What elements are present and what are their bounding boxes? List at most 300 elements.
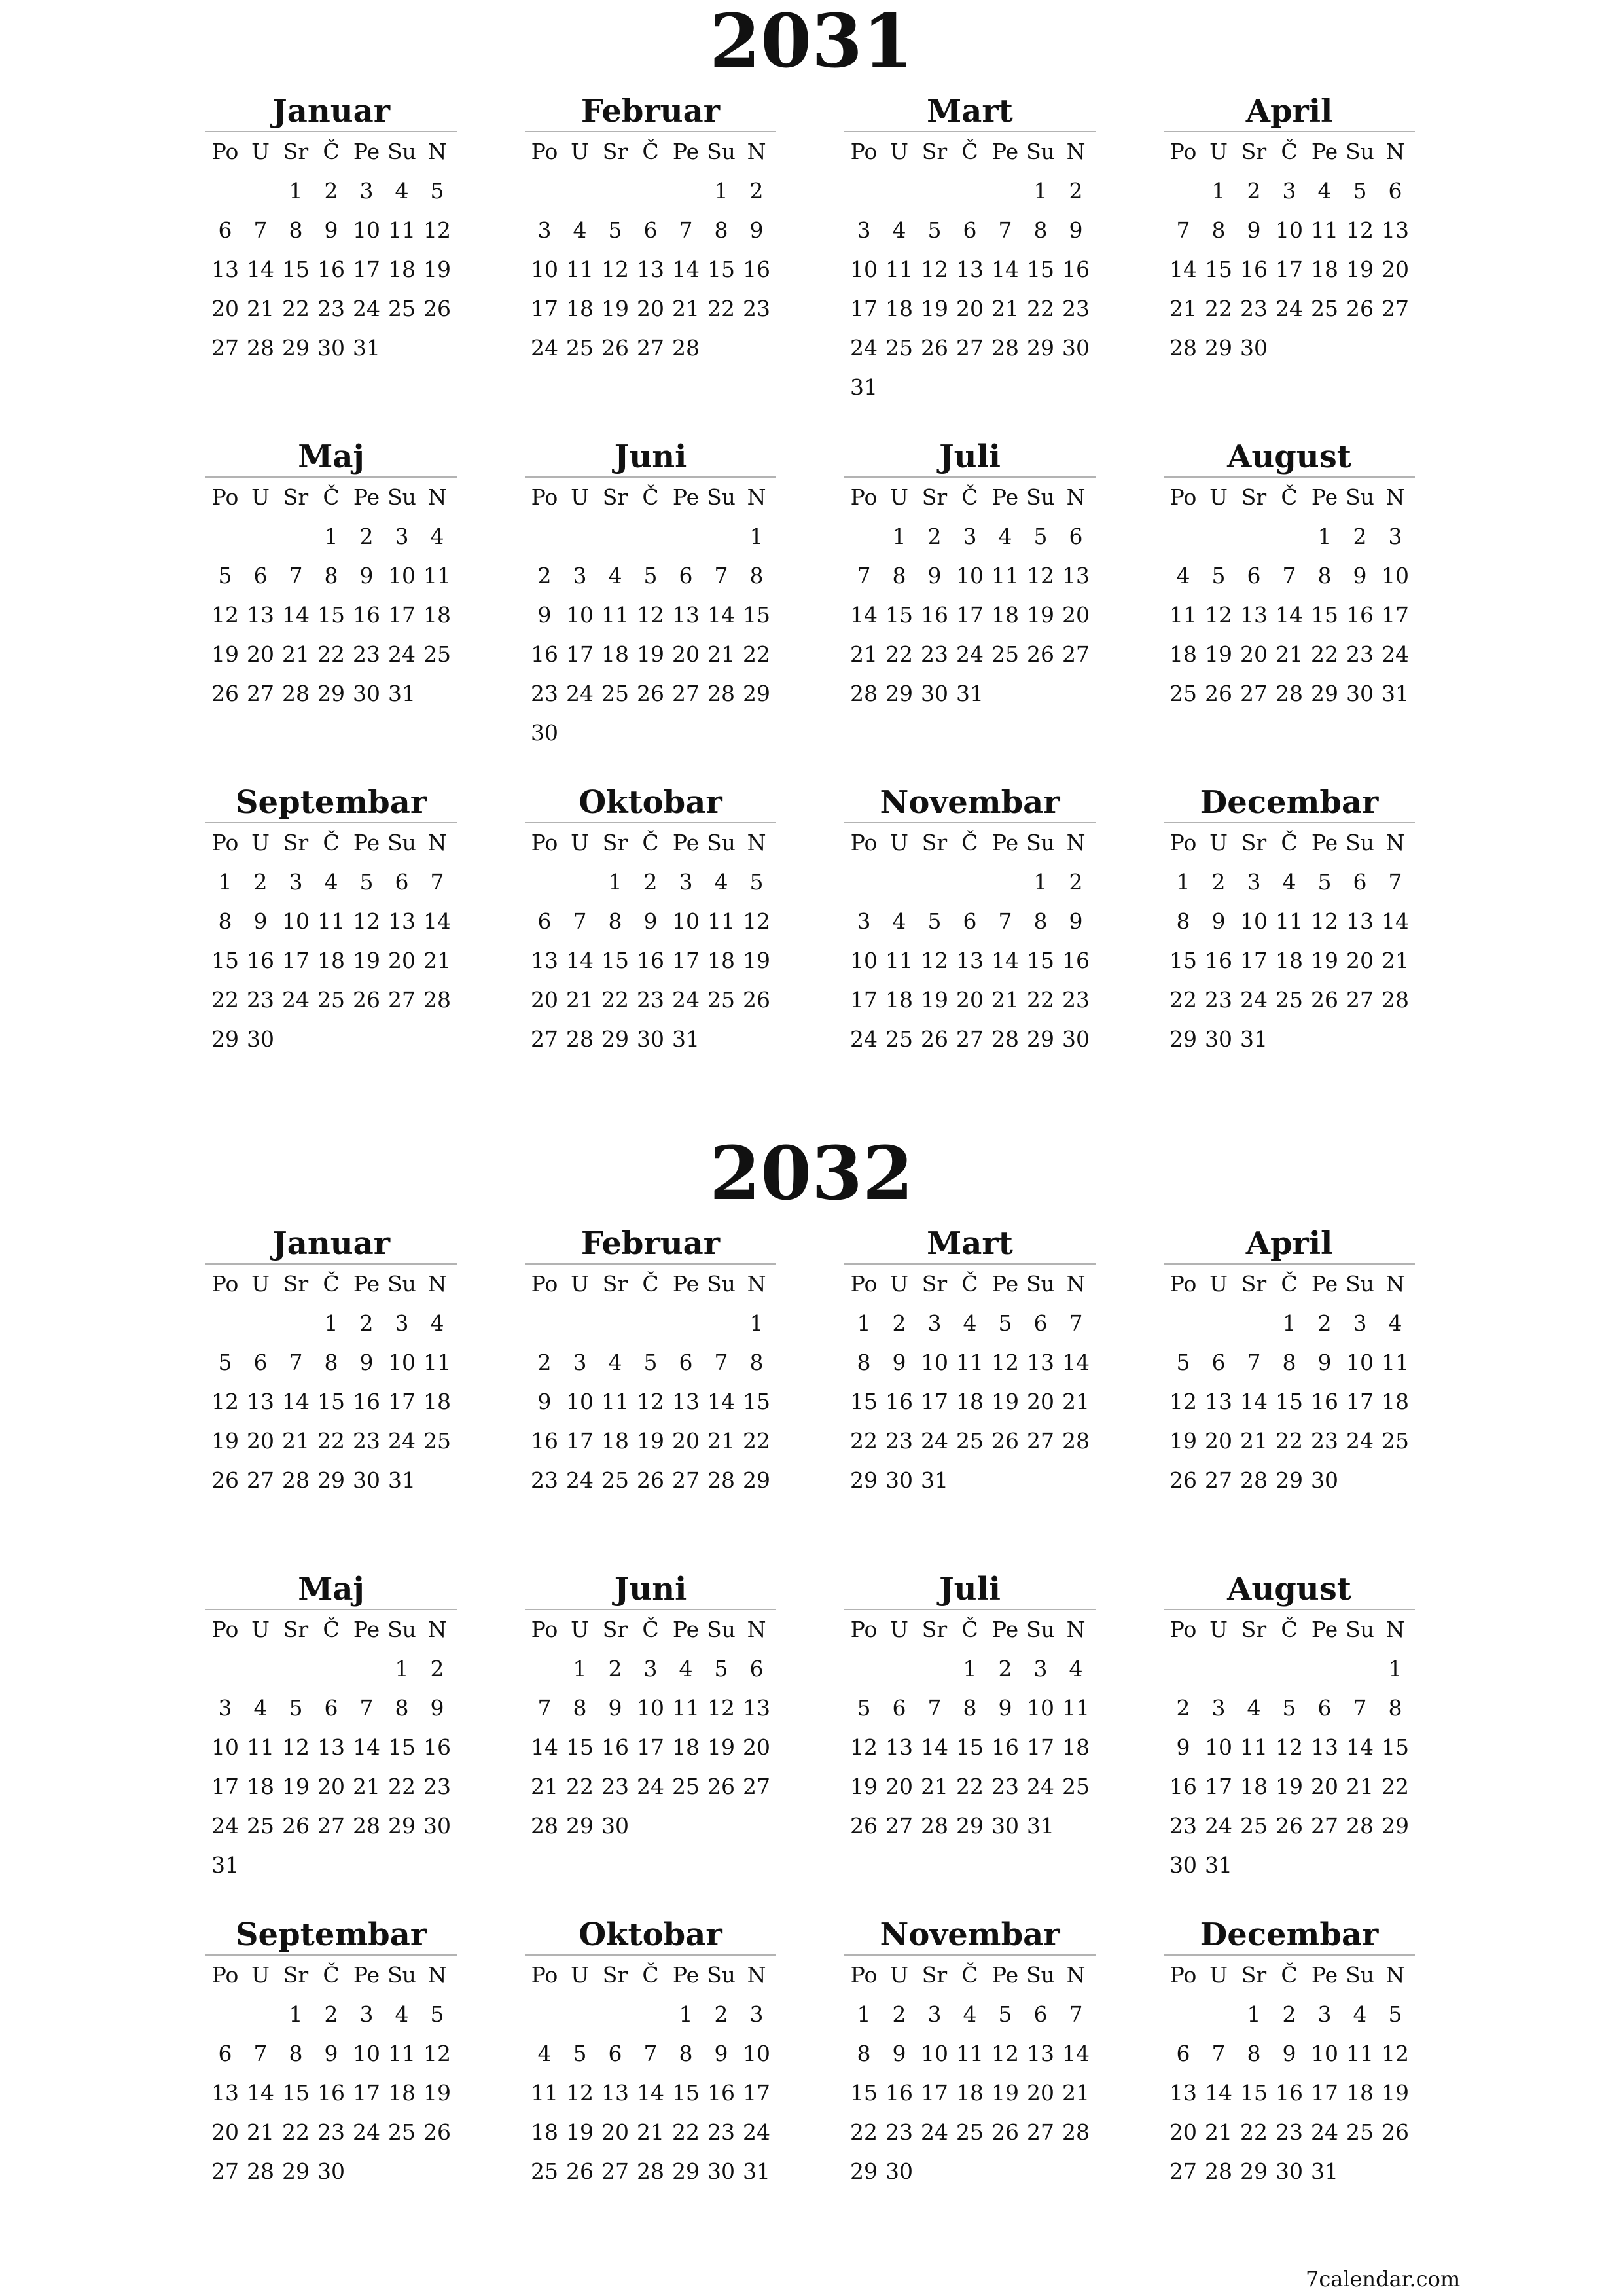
day-number: 9: [359, 1350, 374, 1375]
weekday-header: N: [1385, 139, 1405, 164]
day-number: 27: [531, 1026, 558, 1052]
day-number: 12: [850, 1734, 878, 1760]
day-number: 21: [1169, 296, 1197, 321]
day-number: 12: [423, 217, 451, 243]
day-number: 7: [857, 563, 871, 588]
day-number: 19: [1382, 2080, 1409, 2106]
empty-cell: [1166, 1995, 1201, 2034]
day-number: 16: [1346, 602, 1374, 628]
weekday-header: Č: [961, 484, 978, 510]
weekday-header: Pe: [1311, 1962, 1338, 1988]
day-number: 6: [253, 1350, 268, 1375]
month-block: [205, 92, 457, 368]
weekday-header: Pe: [672, 1617, 700, 1642]
weekday-header: Pe: [672, 830, 700, 855]
day-number: 19: [1275, 1774, 1303, 1799]
day-number: 12: [707, 1695, 735, 1721]
month-block: [525, 92, 776, 368]
day-number: 23: [353, 1428, 380, 1454]
weekday-header: Po: [531, 830, 558, 855]
empty-cell: [1166, 1649, 1201, 1689]
day-number: 3: [1282, 178, 1296, 204]
weekday-header: N: [747, 139, 766, 164]
day-number: 12: [1205, 602, 1232, 628]
weekday-header: Č: [323, 1617, 340, 1642]
day-number: 29: [1240, 2159, 1268, 2184]
day-number: 17: [388, 602, 416, 628]
weekday-header: Č: [1281, 1271, 1298, 1297]
month-name: Maj: [205, 437, 457, 478]
day-number: 8: [1211, 217, 1226, 243]
day-number: 19: [211, 1428, 239, 1454]
day-number: 3: [857, 908, 871, 934]
empty-cell: [313, 1649, 349, 1689]
weekday-header: Po: [531, 1617, 558, 1642]
day-number: 17: [921, 2080, 948, 2106]
day-number: 12: [637, 602, 664, 628]
weekday-header: Sr: [283, 139, 309, 164]
weekday-header: Sr: [602, 830, 628, 855]
day-number: 17: [672, 948, 700, 973]
empty-cell: [846, 517, 882, 556]
day-number: 1: [395, 1656, 409, 1681]
month-name: Mart: [844, 92, 1096, 132]
day-number: 3: [218, 1695, 232, 1721]
day-grid: [527, 1956, 776, 2191]
day-number: 20: [601, 2119, 629, 2145]
day-number: 10: [743, 2041, 770, 2066]
day-number: 10: [921, 2041, 948, 2066]
day-number: 26: [991, 2119, 1019, 2145]
weekday-header: Sr: [1241, 1617, 1267, 1642]
day-number: 5: [714, 1656, 728, 1681]
day-number: 26: [991, 1428, 1019, 1454]
weekday-header: Po: [211, 1962, 239, 1988]
day-number: 24: [211, 1813, 239, 1839]
day-number: 15: [1311, 602, 1338, 628]
day-number: 14: [707, 1389, 735, 1414]
day-number: 2: [714, 2001, 728, 2027]
weekday-header: U: [1209, 139, 1228, 164]
day-number: 23: [1205, 987, 1232, 1013]
weekday-header: Po: [531, 484, 558, 510]
weekday-header: Po: [211, 139, 239, 164]
day-number: 4: [892, 908, 906, 934]
day-number: 9: [998, 1695, 1012, 1721]
day-number: 13: [1205, 1389, 1232, 1414]
day-number: 6: [218, 217, 232, 243]
day-number: 5: [1176, 1350, 1190, 1375]
day-number: 23: [601, 1774, 629, 1799]
weekday-header: U: [890, 830, 908, 855]
day-number: 29: [601, 1026, 629, 1052]
day-number: 22: [1382, 1774, 1409, 1799]
weekday-header: N: [747, 1617, 766, 1642]
day-number: 18: [885, 987, 913, 1013]
day-number: 3: [927, 1310, 942, 1336]
day-number: 7: [714, 563, 728, 588]
day-number: 29: [1027, 1026, 1054, 1052]
empty-cell: [527, 517, 562, 556]
day-number: 19: [991, 2080, 1019, 2106]
day-number: 16: [743, 257, 770, 282]
empty-cell: [668, 171, 704, 211]
day-number: 18: [388, 257, 416, 282]
day-number: 1: [289, 178, 303, 204]
day-number: 27: [211, 2159, 239, 2184]
day-number: 30: [885, 2159, 913, 2184]
month-name: Juni: [525, 1570, 776, 1610]
day-number: 1: [324, 524, 338, 549]
day-number: 20: [247, 641, 274, 667]
empty-cell: [562, 863, 597, 902]
weekday-header: Sr: [602, 484, 628, 510]
empty-cell: [278, 1649, 313, 1689]
day-number: 27: [388, 987, 416, 1013]
day-number: 3: [927, 2001, 942, 2027]
weekday-header: N: [427, 1271, 447, 1297]
day-number: 20: [1346, 948, 1374, 973]
day-number: 5: [857, 1695, 871, 1721]
weekday-header: N: [427, 1962, 447, 1988]
day-grid: [527, 1265, 776, 1500]
weekday-header: Su: [707, 1617, 736, 1642]
day-number: 10: [566, 602, 594, 628]
day-number: 4: [1388, 1310, 1402, 1336]
day-number: 27: [956, 335, 984, 361]
weekday-header: Su: [1026, 1271, 1055, 1297]
weekday-header: N: [747, 1271, 766, 1297]
day-number: 18: [601, 1428, 629, 1454]
day-number: 23: [1062, 987, 1090, 1013]
day-number: 29: [388, 1813, 416, 1839]
empty-cell: [846, 863, 882, 902]
month-name: Oktobar: [525, 783, 776, 823]
day-number: 5: [643, 1350, 658, 1375]
day-number: 20: [1311, 1774, 1338, 1799]
weekday-header: Č: [323, 139, 340, 164]
weekday-header: Pe: [991, 1617, 1019, 1642]
day-number: 16: [885, 1389, 913, 1414]
day-number: 1: [1317, 524, 1332, 549]
day-number: 9: [1211, 908, 1226, 934]
month-block: [525, 1570, 776, 1846]
day-number: 31: [1240, 1026, 1268, 1052]
empty-cell: [597, 517, 633, 556]
day-number: 28: [1382, 987, 1409, 1013]
day-number: 15: [282, 257, 310, 282]
day-number: 18: [423, 1389, 451, 1414]
day-number: 8: [573, 1695, 587, 1721]
day-number: 9: [892, 1350, 906, 1375]
day-number: 26: [1169, 1467, 1197, 1493]
day-number: 26: [1311, 987, 1338, 1013]
day-number: 19: [423, 257, 451, 282]
month-block: [844, 92, 1096, 407]
day-number: 9: [927, 563, 942, 588]
day-number: 30: [1062, 1026, 1090, 1052]
day-grid: [207, 1265, 457, 1500]
day-number: 3: [573, 1350, 587, 1375]
day-number: 1: [749, 1310, 764, 1336]
month-block: [525, 1224, 776, 1500]
day-number: 28: [1062, 2119, 1090, 2145]
month-block: [844, 1915, 1096, 2191]
day-number: 6: [1388, 178, 1402, 204]
day-number: 13: [601, 2080, 629, 2106]
day-number: 30: [317, 335, 345, 361]
day-number: 26: [707, 1774, 735, 1799]
day-number: 28: [1275, 681, 1303, 706]
empty-cell: [633, 1304, 668, 1343]
day-number: 13: [247, 602, 274, 628]
weekday-header: Č: [1281, 830, 1298, 855]
day-number: 21: [1205, 2119, 1232, 2145]
day-number: 29: [317, 681, 345, 706]
day-number: 6: [963, 217, 977, 243]
day-number: 24: [566, 681, 594, 706]
day-number: 1: [1033, 178, 1048, 204]
weekday-header: N: [747, 1962, 766, 1988]
day-number: 8: [1033, 908, 1048, 934]
month-block: [525, 1915, 776, 2191]
day-grid: [846, 478, 1096, 713]
day-number: 3: [857, 217, 871, 243]
day-number: 19: [1346, 257, 1374, 282]
weekday-header: Su: [1346, 830, 1374, 855]
day-number: 6: [1317, 1695, 1332, 1721]
day-number: 28: [991, 335, 1019, 361]
day-number: 25: [1275, 987, 1303, 1013]
day-number: 28: [991, 1026, 1019, 1052]
weekday-header: Sr: [1241, 830, 1267, 855]
day-number: 7: [289, 563, 303, 588]
day-number: 11: [531, 2080, 558, 2106]
weekday-header: U: [1209, 1271, 1228, 1297]
month-name: Maj: [205, 1570, 457, 1610]
day-number: 17: [1346, 1389, 1374, 1414]
day-number: 9: [1282, 2041, 1296, 2066]
empty-cell: [527, 171, 562, 211]
day-number: 23: [317, 2119, 345, 2145]
weekday-header: Č: [1281, 1962, 1298, 1988]
day-number: 4: [963, 1310, 977, 1336]
day-number: 22: [282, 296, 310, 321]
day-number: 7: [253, 2041, 268, 2066]
day-number: 18: [672, 1734, 700, 1760]
weekday-header: Sr: [1241, 139, 1267, 164]
month-block: [205, 1570, 457, 1885]
day-number: 24: [1311, 2119, 1338, 2145]
day-number: 2: [359, 1310, 374, 1336]
day-number: 11: [1346, 2041, 1374, 2066]
day-number: 23: [1275, 2119, 1303, 2145]
empty-cell: [1166, 517, 1201, 556]
weekday-header: Sr: [283, 1271, 309, 1297]
day-number: 13: [1382, 217, 1409, 243]
day-number: 29: [1169, 1026, 1197, 1052]
day-number: 22: [601, 987, 629, 1013]
day-number: 29: [743, 681, 770, 706]
day-number: 13: [388, 908, 416, 934]
empty-cell: [527, 1304, 562, 1343]
day-number: 15: [282, 2080, 310, 2106]
empty-cell: [1166, 171, 1201, 211]
day-number: 25: [423, 1428, 451, 1454]
day-number: 10: [353, 2041, 380, 2066]
weekday-header: Po: [850, 1271, 878, 1297]
day-number: 8: [289, 217, 303, 243]
day-number: 19: [353, 948, 380, 973]
empty-cell: [278, 517, 313, 556]
weekday-header: Sr: [921, 1962, 948, 1988]
weekday-header: Č: [961, 1271, 978, 1297]
month-block: [205, 1915, 457, 2191]
month-name: Septembar: [205, 1915, 457, 1956]
day-number: 27: [1169, 2159, 1197, 2184]
day-number: 6: [643, 217, 658, 243]
day-number: 15: [388, 1734, 416, 1760]
day-number: 8: [749, 563, 764, 588]
day-number: 14: [991, 257, 1019, 282]
day-number: 19: [1205, 641, 1232, 667]
day-number: 31: [956, 681, 984, 706]
day-number: 15: [1382, 1734, 1409, 1760]
day-number: 27: [672, 1467, 700, 1493]
day-number: 14: [1062, 2041, 1090, 2066]
day-number: 3: [1247, 869, 1261, 895]
day-number: 17: [637, 1734, 664, 1760]
day-number: 25: [601, 681, 629, 706]
day-number: 10: [921, 1350, 948, 1375]
day-number: 14: [282, 602, 310, 628]
day-number: 31: [1311, 2159, 1338, 2184]
day-number: 5: [608, 217, 622, 243]
day-number: 24: [1346, 1428, 1374, 1454]
weekday-header: Č: [642, 1962, 659, 1988]
day-number: 4: [1247, 1695, 1261, 1721]
empty-cell: [1236, 1649, 1272, 1689]
weekday-header: N: [1066, 1617, 1086, 1642]
day-number: 15: [850, 2080, 878, 2106]
day-grid: [846, 1956, 1096, 2191]
weekday-header: Č: [642, 484, 659, 510]
day-number: 15: [317, 1389, 345, 1414]
day-number: 29: [1382, 1813, 1409, 1839]
day-number: 6: [1247, 563, 1261, 588]
weekday-header: Po: [1169, 1271, 1197, 1297]
day-number: 13: [1062, 563, 1090, 588]
weekday-header: N: [1385, 484, 1405, 510]
day-number: 24: [850, 335, 878, 361]
day-number: 5: [927, 217, 942, 243]
weekday-header: Po: [850, 1962, 878, 1988]
weekday-header: U: [251, 1271, 270, 1297]
weekday-header: N: [1066, 1962, 1086, 1988]
day-number: 28: [566, 1026, 594, 1052]
weekday-header: Sr: [1241, 484, 1267, 510]
day-number: 15: [1027, 948, 1054, 973]
weekday-header: U: [251, 1617, 270, 1642]
day-number: 24: [956, 641, 984, 667]
day-number: 12: [282, 1734, 310, 1760]
weekday-header: Sr: [1241, 1271, 1267, 1297]
day-number: 13: [211, 257, 239, 282]
weekday-header: Po: [1169, 1617, 1197, 1642]
day-number: 16: [1062, 948, 1090, 973]
day-number: 30: [423, 1813, 451, 1839]
month-block: [1164, 1570, 1415, 1885]
day-number: 11: [991, 563, 1019, 588]
weekday-header: Su: [387, 484, 416, 510]
day-number: 21: [1062, 2080, 1090, 2106]
day-number: 7: [537, 1695, 552, 1721]
day-number: 5: [430, 178, 444, 204]
day-number: 25: [885, 1026, 913, 1052]
day-number: 14: [637, 2080, 664, 2106]
day-number: 29: [282, 2159, 310, 2184]
weekday-header: Pe: [353, 484, 380, 510]
month-block: [1164, 437, 1415, 713]
day-number: 16: [885, 2080, 913, 2106]
day-number: 14: [531, 1734, 558, 1760]
day-number: 8: [892, 563, 906, 588]
day-number: 23: [1062, 296, 1090, 321]
day-number: 22: [1169, 987, 1197, 1013]
empty-cell: [562, 1995, 597, 2034]
weekday-header: N: [1066, 484, 1086, 510]
day-number: 4: [573, 217, 587, 243]
day-number: 8: [289, 2041, 303, 2066]
day-number: 3: [537, 217, 552, 243]
day-number: 31: [1027, 1813, 1054, 1839]
day-number: 29: [317, 1467, 345, 1493]
day-number: 18: [1062, 1734, 1090, 1760]
day-number: 10: [1346, 1350, 1374, 1375]
weekday-header: Sr: [1241, 1962, 1267, 1988]
day-number: 5: [1388, 2001, 1402, 2027]
day-number: 2: [1211, 869, 1226, 895]
empty-cell: [597, 171, 633, 211]
day-number: 10: [388, 563, 416, 588]
day-number: 27: [601, 2159, 629, 2184]
day-number: 21: [247, 296, 274, 321]
day-number: 17: [531, 296, 558, 321]
day-number: 25: [1382, 1428, 1409, 1454]
day-number: 26: [743, 987, 770, 1013]
day-number: 17: [850, 987, 878, 1013]
day-number: 2: [1176, 1695, 1190, 1721]
day-number: 27: [1346, 987, 1374, 1013]
day-number: 9: [1069, 908, 1083, 934]
weekday-header: Pe: [672, 139, 700, 164]
weekday-header: Č: [961, 1962, 978, 1988]
day-number: 23: [247, 987, 274, 1013]
weekday-header: Sr: [921, 139, 948, 164]
day-number: 6: [1176, 2041, 1190, 2066]
empty-cell: [243, 171, 278, 211]
day-number: 27: [1382, 296, 1409, 321]
day-number: 26: [423, 2119, 451, 2145]
day-number: 3: [1211, 1695, 1226, 1721]
day-number: 23: [991, 1774, 1019, 1799]
site-credit[interactable]: 7calendar.com: [1306, 2267, 1461, 2291]
day-number: 7: [714, 1350, 728, 1375]
day-number: 8: [714, 217, 728, 243]
day-number: 25: [1062, 1774, 1090, 1799]
day-number: 19: [921, 296, 948, 321]
day-number: 10: [1240, 908, 1268, 934]
